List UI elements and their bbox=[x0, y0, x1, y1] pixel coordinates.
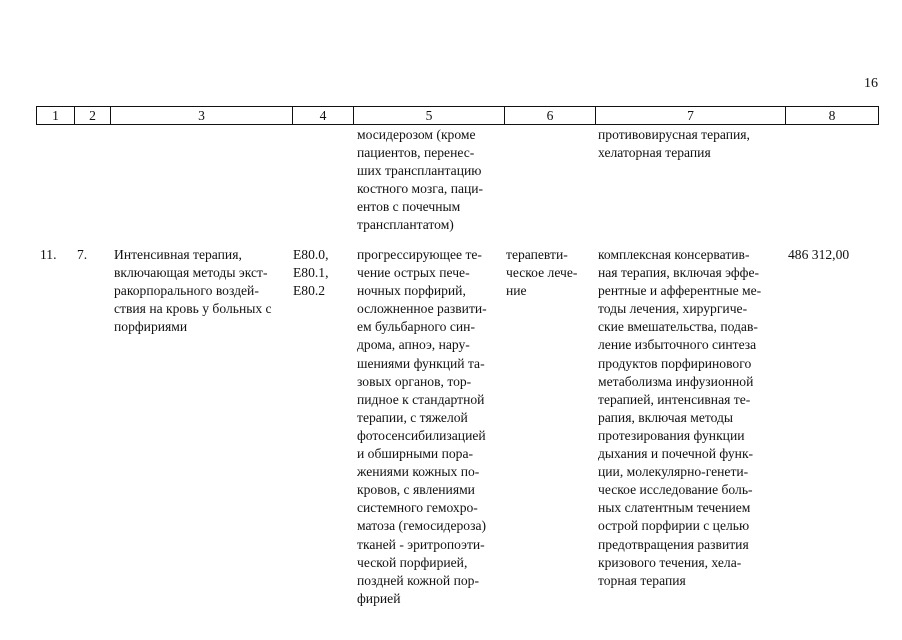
text-line: чение острых пече- bbox=[357, 265, 470, 281]
column-number-5: 5 bbox=[354, 107, 505, 125]
text-line: ские вмешательства, подав- bbox=[598, 319, 758, 335]
text-line: поздней кожной пор- bbox=[357, 572, 479, 588]
page-number: 16 bbox=[864, 76, 878, 91]
continuation-treatment-method bbox=[598, 126, 782, 162]
treatment-method bbox=[598, 246, 782, 590]
column-number-2: 2 bbox=[75, 107, 111, 125]
text-line: E80.2 bbox=[293, 283, 326, 299]
text-line: прогрессирующее те- bbox=[357, 247, 482, 262]
text-line: включающая методы экст- bbox=[114, 265, 268, 281]
text-line: ная терапия, включая эффе- bbox=[598, 265, 760, 281]
text-line: тканей - эритропоэти- bbox=[357, 536, 485, 552]
text-line: и обширными пора- bbox=[357, 446, 474, 462]
text-line: терапии, с тяжелой bbox=[357, 409, 468, 425]
text-line: острой порфирии с целью bbox=[598, 518, 750, 534]
text-line: дыхания и почечной функ- bbox=[598, 446, 754, 462]
text-line: Интенсивная терапия, bbox=[114, 247, 242, 262]
text-line: ших трансплантацию bbox=[357, 163, 482, 179]
text-line: метаболизма инфузионной bbox=[598, 373, 754, 389]
row-number: 11. bbox=[40, 247, 57, 262]
text-line: ночных порфирий, bbox=[357, 283, 466, 299]
text-line: протезирования функции bbox=[598, 427, 745, 443]
text-line: E80.0, bbox=[293, 247, 329, 262]
text-line: ческое исследование боль- bbox=[598, 482, 753, 498]
column-number-8: 8 bbox=[786, 107, 879, 125]
text-line: терапевти- bbox=[506, 247, 568, 262]
row-subnumber: 7. bbox=[77, 247, 88, 262]
text-line: ствия на кровь у больных с bbox=[114, 301, 272, 317]
text-line: жениями кожных по- bbox=[357, 464, 480, 480]
text-line: ние bbox=[506, 283, 527, 299]
column-number-3: 3 bbox=[111, 107, 293, 125]
text-line: ракорпорального воздей- bbox=[114, 283, 259, 299]
text-line: ции, молекулярно-генети- bbox=[598, 464, 749, 480]
text-line: ческой порфирией, bbox=[357, 554, 468, 570]
text-line: порфириями bbox=[114, 319, 188, 335]
text-line: мосидерозом (кроме bbox=[357, 127, 476, 142]
text-line: хелаторная терапия bbox=[598, 145, 711, 161]
text-line: дрома, апноэ, нару- bbox=[357, 337, 470, 353]
text-line: рапия, включая методы bbox=[598, 409, 734, 425]
text-line: предотвращения развития bbox=[598, 536, 749, 552]
table-header-row bbox=[36, 106, 879, 125]
text-line: ческое лече- bbox=[506, 265, 578, 281]
text-line: ных слатентным течением bbox=[598, 500, 751, 516]
text-line: осложненное развити- bbox=[357, 301, 487, 317]
text-line: системного гемохро- bbox=[357, 500, 478, 516]
financial-standard-cost: 486 312,00 bbox=[788, 247, 850, 262]
text-line: комплексная консерватив- bbox=[598, 247, 750, 262]
text-line: ентов с почечным bbox=[357, 199, 461, 215]
column-number-4: 4 bbox=[293, 107, 354, 125]
text-line: трансплантатом) bbox=[357, 217, 454, 233]
continuation-patient-model bbox=[357, 126, 500, 235]
text-line: фотосенсибилизацией bbox=[357, 427, 486, 443]
text-line: противовирусная терапия, bbox=[598, 127, 750, 142]
icd-codes bbox=[293, 246, 353, 300]
column-number-7: 7 bbox=[596, 107, 786, 125]
text-line: кровов, с явлениями bbox=[357, 482, 475, 498]
text-line: торная терапия bbox=[598, 572, 686, 588]
text-line: костного мозга, паци- bbox=[357, 181, 484, 197]
text-line: ление избыточного синтеза bbox=[598, 337, 757, 353]
patient-model bbox=[357, 246, 500, 608]
care-type-name bbox=[114, 246, 288, 336]
text-line: шениями функций та- bbox=[357, 355, 485, 371]
text-line: тоды лечения, хирургиче- bbox=[598, 301, 748, 317]
text-line: матоза (гемосидероза) bbox=[357, 518, 487, 534]
text-line: ем бульбарного син- bbox=[357, 319, 475, 335]
text-line: E80.1, bbox=[293, 265, 329, 281]
text-line: фирией bbox=[357, 590, 401, 606]
text-line: пидное к стандартной bbox=[357, 391, 485, 407]
treatment-type bbox=[506, 246, 592, 300]
text-line: пациентов, перенес- bbox=[357, 145, 475, 161]
text-line: рентные и афферентные ме- bbox=[598, 283, 762, 299]
text-line: зовых органов, тор- bbox=[357, 373, 472, 389]
text-line: продуктов порфиринового bbox=[598, 355, 752, 371]
text-line: терапией, интенсивная те- bbox=[598, 391, 751, 407]
column-number-6: 6 bbox=[505, 107, 596, 125]
column-number-1: 1 bbox=[37, 107, 75, 125]
text-line: кризового течения, хела- bbox=[598, 554, 742, 570]
